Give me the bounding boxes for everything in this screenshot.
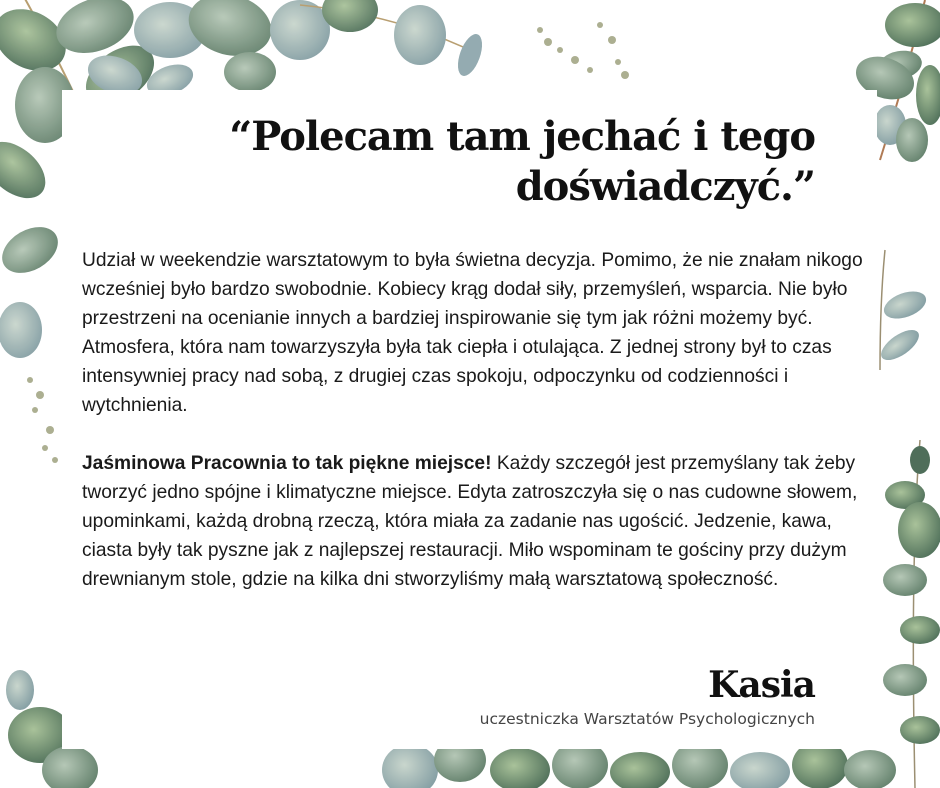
paragraph-2-text: Każdy szczegół jest przemyślany tak żeby tworzyć jedno spójne i klimatyczne miejsce. Edyta zatroszczyła się o nas cudowne słowem, upominkami, każdą drobną rzeczą, która miała za zadanie nas ugościć. Jedzenie, kawa, ciasta były tak pyszne jak z najlepszej restauracji. Miło wspominam te gościny przy dużym drewnianym stole, gdzie na kilka dni stworzyliśmy małą warsztatową społeczność. (82, 453, 858, 590)
testimonial-headline: “Polecam tam jechać i tego doświadczyć.” (229, 113, 815, 210)
testimonial-paragraph-1: Udział w weekendzie warsztatowym to była świetna decyzja. Pomimo, że nie znałam nikogo wcześniej było bardzo swobodnie. Kobiecy krąg dodał siły, przemyśleń, wsparcia. Nie było przestrzeni na ocenianie innych a bardziej inspirowanie się tym jak różni możemy być. Atmosfera, która nam towarzyszyła była tak ciepła i otulająca. Z jednej strony był to czas intensywniej pracy nad sobą, z drugiej czas spokoju, odpoczynku od codzienności i wytchnienia. (82, 250, 863, 416)
testimonial-body (82, 246, 872, 623)
testimonial-card (62, 90, 877, 749)
testimonial-paragraph-2 (82, 449, 872, 594)
author-name: Kasia (708, 664, 815, 706)
highlight-text: Jaśminowa Pracownia to tak piękne miejsce! (82, 453, 492, 474)
author-role: uczestniczka Warsztatów Psychologicznych (479, 710, 815, 728)
